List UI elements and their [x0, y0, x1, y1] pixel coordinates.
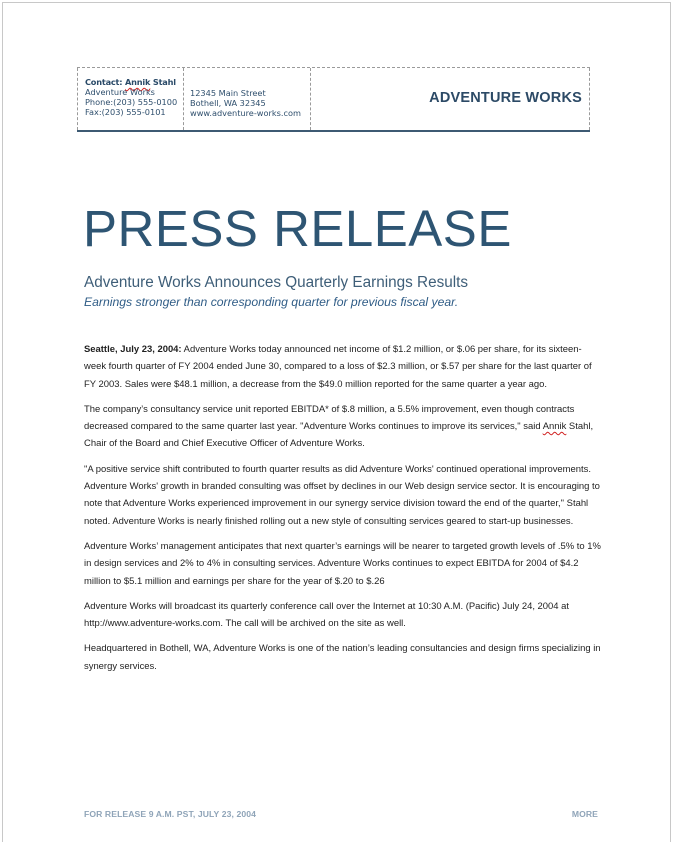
paragraph-3: "A positive service shift contributed to fourth quarter results as did Adventure Works' continued operational improvements. Adventure Works' growth in branded consulting was offset by declines in our Web design service sector. It is encouraging to note that Adventure Works experienced improvement in our synergy service division toward the end of the quarter," Stahl noted. Adventure Works is nearly finished rolling out a new style of consulting services geared to start-up businesses.: [84, 463, 600, 527]
more-indicator: MORE: [571, 809, 598, 819]
contact-phone: Phone:(203) 555-0100: [85, 97, 178, 107]
contact-header: [77, 67, 590, 132]
contact-fax: Fax:(203) 555-0101: [85, 107, 166, 117]
address-city: Bothell, WA 32345: [190, 98, 266, 108]
misspelled-word[interactable]: Annik: [125, 77, 151, 87]
document-page: [2, 2, 671, 842]
company-logo-cell: [310, 68, 590, 130]
paragraph-6: Headquartered in Bothell, WA, Adventure Works is one of the nation’s leading consultancies and design firms specializing in synergy services.: [84, 643, 601, 672]
paragraph-1: Seattle, July 23, 2004: Adventure Works today announced net income of $1.2 million, or $.06 per share, for its sixteen-week fourth quarter of FY 2004 ended June 30, compared to a loss of $2.3 million, or $.57 per share for the last quarter of FY 2003. Sales were $48.1 million, a decrease from the $49.0 million reported for the same quarter a year ago.: [84, 344, 592, 390]
headline: Adventure Works Announces Quarterly Earnings Results: [84, 274, 469, 291]
release-info: FOR RELEASE 9 A.M. PST, JULY 23, 2004: [84, 809, 256, 819]
company-name: ADVENTURE WORKS: [429, 90, 582, 106]
misspelled-word[interactable]: Annik: [542, 421, 567, 433]
paragraph-5: Adventure Works will broadcast its quarterly conference call over the Internet at 10:30 A.M. (Pacific) July 24, 2004 at http://www.adventure-works.com. The call will be archived on the site as well.: [84, 600, 570, 630]
paragraph-4: Adventure Works’ management anticipates that next quarter’s earnings will be nearer to targeted growth levels of .5% to 1% in design services and 2% to 4% in consulting services. Adventure Works continues to expect EBITDA for 2004 of $4.2 million to $5.1 million and earnings per share for the year of $.20 to $.26: [84, 540, 601, 587]
address-website: www.adventure-works.com: [190, 108, 301, 118]
press-release-body: [84, 341, 602, 683]
page-footer: [84, 809, 598, 819]
dateline: Seattle, July 23, 2004:: [84, 344, 182, 355]
address-street: 12345 Main Street: [190, 88, 266, 98]
contact-name: Contact: Annik Stahl: [85, 77, 176, 87]
contact-info-cell: [77, 68, 183, 130]
paragraph-2: The company’s consultancy service unit reported EBITDA* of $.8 million, a 5.5% improvement, even though contracts decreased compared to the same quarter last year. "Adventure Works continues to improve its services," said Annik Stahl, Chair of the Board and Chief Executive Officer of Adventure Works.: [84, 403, 594, 450]
page-title: PRESS RELEASE: [83, 200, 512, 257]
subheadline: Earnings stronger than corresponding quarter for previous fiscal year.: [84, 295, 459, 309]
address-cell: [183, 68, 310, 130]
contact-company: Adventure Works: [85, 87, 155, 97]
